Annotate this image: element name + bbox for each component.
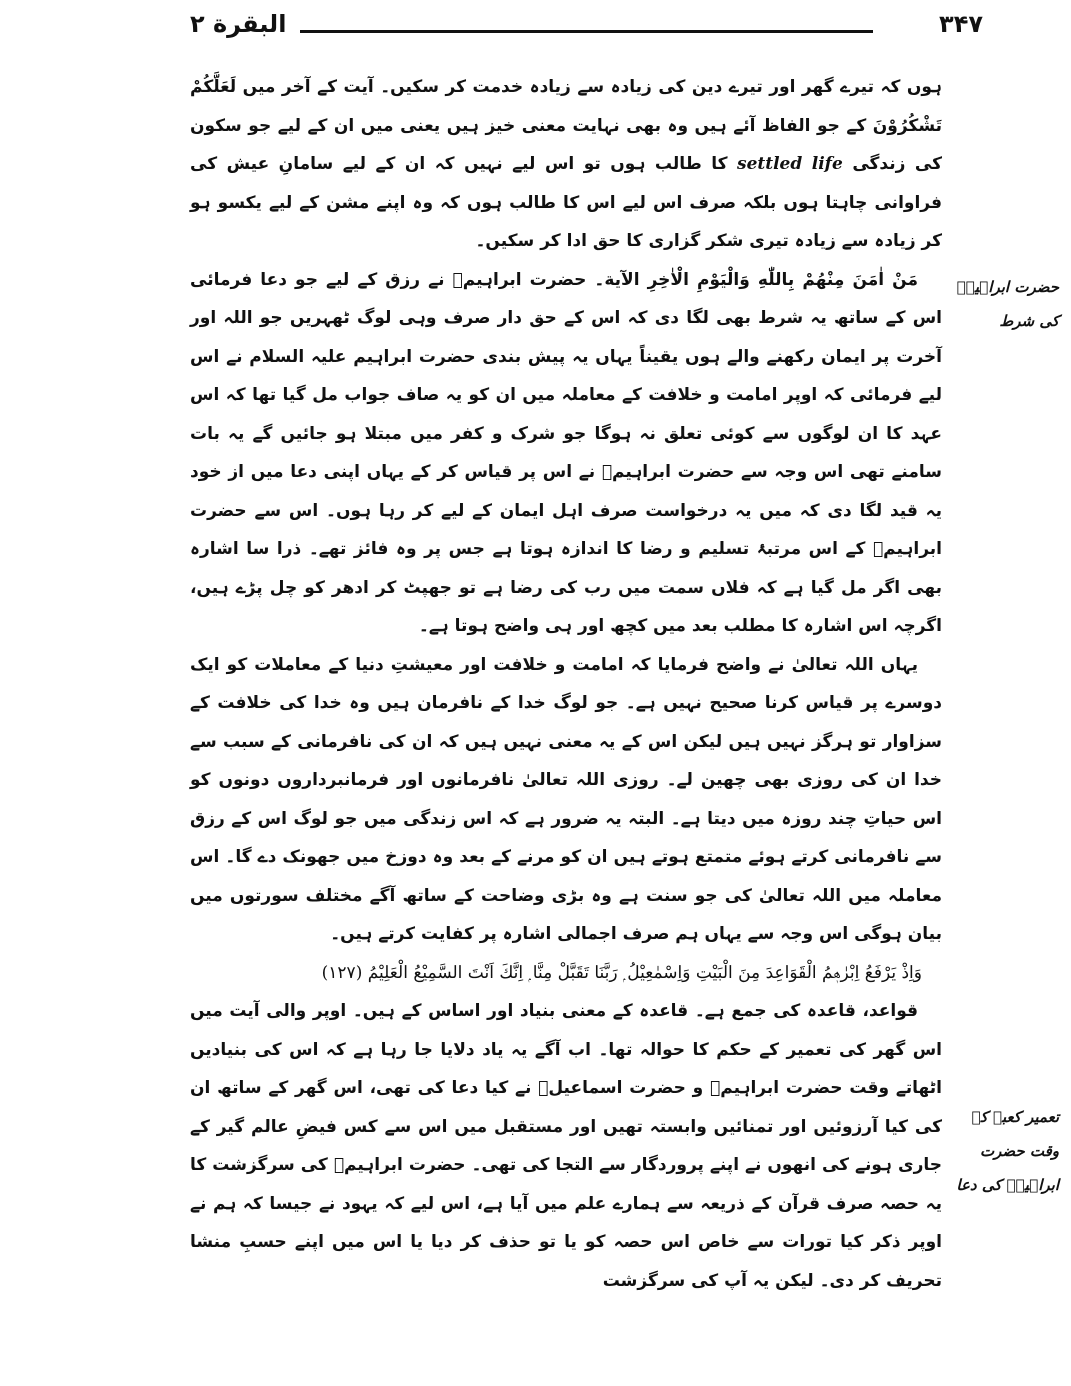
margin-note-kaaba-dua: تعمیر کعبہ کے وقت حضرت ابراہیمؑ کی دعا (956, 1108, 1059, 1194)
paragraph-text: ہوں کہ تیرے گھر اور تیرے دین کی زیادہ سے زیادہ خدمت کر سکیں۔ آیت کے آخر میں لَعَلَّكُمْ تَشْكُرُوْنَ کے جو الفاظ آئے ہیں وہ بھی نہایت معنی خیز ہیں یعنی میں ان کے لیے جو سکون کی زندگی (190, 77, 942, 174)
paragraph: قواعد، قاعدہ کی جمع ہے۔ قاعدہ کے معنی بنیاد اور اساس کے ہیں۔ اوپر والی آیت میں اس گھر کی تعمیر کے حکم کا حوالہ تھا۔ اب آگے یہ یاد دلایا جا رہا ہے کہ اس کی بنیادیں اٹھاتے وقت حضرت ابراہیمؑ و حضرت اسماعیلؑ نے کیا دعا کی تھی، اس گھر کے ساتھ ان کی کیا آرزوئیں اور تمنائیں وابستہ تھیں اور مستقبل میں اس سے کس فیضِ عالم گیر کے جاری ہونے کی انھوں نے اپنے پروردگار سے التجا کی تھی۔ حضرت ابراہیمؑ کی سرگزشت کا یہ حصہ صرف قرآن کے ذریعہ سے ہمارے علم میں آیا ہے، اس لیے کہ یہود نے جیسا کہ ہم نے اوپر ذکر کیا تورات سے خاص اس حصہ کو یا تو حذف کر دیا یا اس میں اپنے حسبِ منشا تحریف کر دی۔ لیکن یہ آپ کی سرگزشت (190, 1001, 942, 1291)
paragraph-text: کا طالب ہوں تو اس لیے نہیں کہ ان کے لیے سامانِ عیش کی فراوانی چاہتا ہوں بلکہ صرف اس لیے اس کا طالب ہوں کہ وہ اپنے مشن کے لیے یکسو ہو کر زیادہ سے زیادہ تیری شکر گزاری کا حق ادا کر سکیں۔ (190, 154, 942, 251)
page-number: ۳۴۷ (939, 10, 983, 38)
margin-note-ibrahim-condition: حضرت ابراہیمؑ کی شرط (956, 278, 1059, 330)
surah-title: البقرة ۲ (190, 10, 287, 38)
latin-term: settled life (737, 154, 843, 174)
paragraph (190, 68, 942, 261)
running-header (190, 8, 983, 48)
paragraph: مَنْ اٰمَنَ مِنْهُمْ بِاللّٰهِ وَالْيَوْمِ الْاٰخِرِ الآية۔ حضرت ابراہیمؑ نے رزق کے لیے جو دعا فرمائی اس کے ساتھ یہ شرط بھی لگا دی کہ اس کے حق دار صرف وہی لوگ ٹھہریں جو اللہ اور آخرت پر ایمان رکھنے والے ہوں یقیناً یہاں یہ پیش بندی حضرت ابراہیم علیہ السلام نے اس لیے فرمائی کہ اوپر امامت و خلافت کے معاملہ میں ان کو یہ صاف جواب مل گیا تھا کہ اس عہد کا ان لوگوں سے کوئی تعلق نہ ہوگا جو شرک و کفر میں مبتلا ہو جائیں گے یہ بات سامنے تھی اس وجہ سے حضرت ابراہیمؑ نے اس پر قیاس کر کے یہاں اپنی دعا میں از خود یہ قید لگا دی کہ میں یہ درخواست صرف اہل ایمان کے لیے کر رہا ہوں۔ اس سے حضرت ابراہیمؑ کے اس مرتبۂ تسلیم و رضا کا اندازہ ہوتا ہے جس پر وہ فائز تھے۔ ذرا سا اشارہ بھی اگر مل گیا ہے کہ فلاں سمت میں رب کی رضا ہے تو جھپٹ کر ادھر کو چل پڑے ہیں، اگرچہ اس اشارہ کا مطلب بعد میں کچھ اور ہی واضح ہوتا ہے۔ (190, 269, 942, 636)
header-rule (300, 30, 873, 33)
commentary-body (190, 68, 942, 1300)
paragraph: یہاں اللہ تعالیٰ نے واضح فرمایا کہ امامت و خلافت اور معیشتِ دنیا کے معاملات کو ایک دوسرے پر قیاس کرنا صحیح نہیں ہے۔ جو لوگ خدا کے نافرمان ہیں وہ خدا کی خلافت کے سزاوار تو ہرگز نہیں ہیں لیکن اس کے یہ معنی نہیں ہیں کہ ان کی نافرمانی کے سبب سے خدا ان کی روزی بھی چھین لے۔ روزی اللہ تعالیٰ نافرمانوں اور فرمانبرداروں دونوں کو اس حیاتِ چند روزہ میں دیتا ہے۔ البتہ یہ ضرور ہے کہ اس زندگی میں جو لوگ اس کے رزق سے نافرمانی کرتے ہوئے متمتع ہوتے ہیں ان کو مرنے کے بعد وہ دوزخ میں جھونک دے گا۔ اس معاملہ میں اللہ تعالیٰ کی جو سنت ہے وہ بڑی وضاحت کے ساتھ آگے مختلف سورتوں میں بیان ہوگی اس وجہ سے یہاں ہم صرف اجمالی اشارہ پر کفایت کرتے ہیں۔ (190, 654, 942, 944)
quran-verse: وَاِذْ يَرْفَعُ اِبْرٰهٖمُ الْقَوَاعِدَ مِنَ الْبَيْتِ وَاِسْمٰعِيْلُ ۭ رَبَّنَا تَقَبَّلْ مِنَّا ۭ اِنَّكَ اَنْتَ السَّمِيْعُ الْعَلِيْمُ (۱۲۷) (321, 962, 922, 983)
